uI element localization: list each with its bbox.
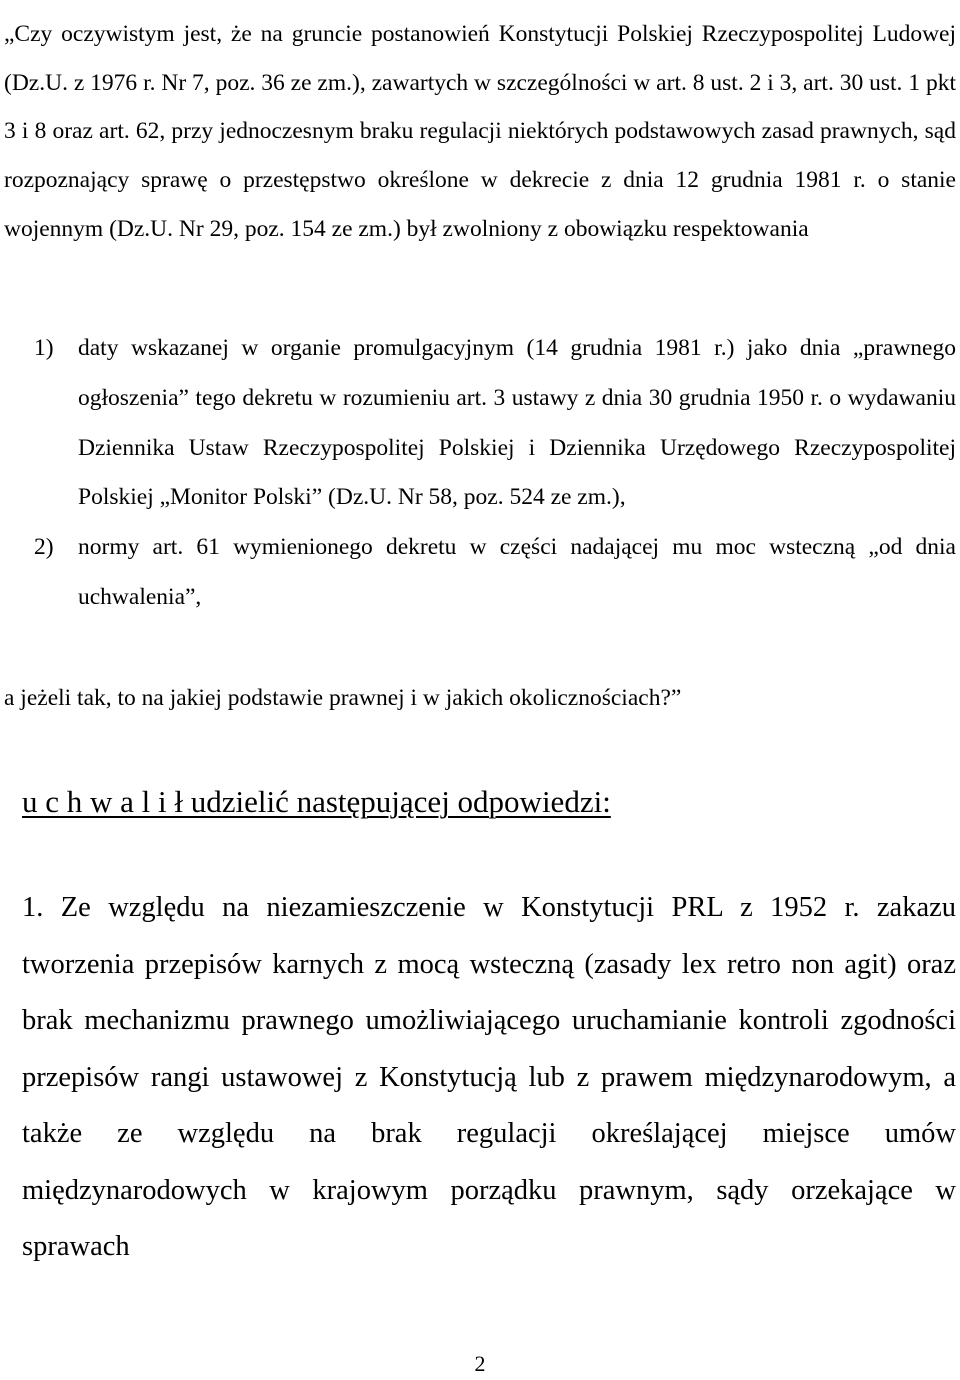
list-item-text: daty wskazanej w organie promulgacyjnym (14 grudnia 1981 r.) jako dnia „prawnego ogłoszenia” tego dekretu w rozumieniu art. 3 ustawy z dnia 30 grudnia 1950 r. o wydawaniu Dziennika Ustaw Rzeczypospolitej Polskiej i Dziennika Urzędowego Rzeczypospolitej Polskiej „Monitor Polski” (Dz.U. Nr 58, poz. 524 ze zm.), — [78, 335, 956, 511]
resolution-heading: u c h w a l i ł udzielić następującej odpowiedzi: — [22, 784, 611, 819]
question-intro-paragraph: „Czy oczywistym jest, że na gruncie postanowień Konstytucji Polskiej Rzeczypospolitej Ludowej (Dz.U. z 1976 r. Nr 7, poz. 36 ze zm.), zawartych w szczególności w art. 8 ust. 2 i 3, art. 30 ust. 1 pkt 3 i 8 oraz art. 62, przy jednoczesnym braku regulacji niektórych podstawowych zasad prawnych, sąd rozpoznający sprawę o przestępstwo określone w dekrecie z dnia 12 grudnia 1981 r. o stanie wojennym (Dz.U. Nr 29, poz. 154 ze zm.) był zwolniony z obowiązku respektowania — [4, 21, 956, 242]
question-tail-paragraph: a jeżeli tak, to na jakiej podstawie prawnej i w jakich okolicznościach?” — [4, 685, 682, 711]
answer-paragraph: 1. Ze względu na niezamieszczenie w Konstytucji PRL z 1952 r. zakazu tworzenia przepisów karnych z mocą wsteczną (zasady lex retro non agit) oraz brak mechanizmu prawnego umożliwiającego uruchamianie kontroli zgodności przepisów rangi ustawowej z Konstytucją lub z prawem międzynarodowym, a także ze względu na brak regulacji określającej miejsce umów międzynarodowych w krajowym porządku prawnym, sądy orzekające w sprawach — [22, 892, 956, 1262]
page-number: 2 — [474, 1351, 486, 1376]
list-item-number: 1) — [34, 335, 54, 361]
list-item — [4, 523, 956, 623]
question-sublist — [4, 324, 956, 623]
list-item-text: normy art. 61 wymienionego dekretu w części nadającej mu moc wsteczną „od dnia uchwalenia”, — [78, 534, 956, 610]
list-item-number: 2) — [34, 534, 54, 561]
list-item — [4, 324, 956, 523]
